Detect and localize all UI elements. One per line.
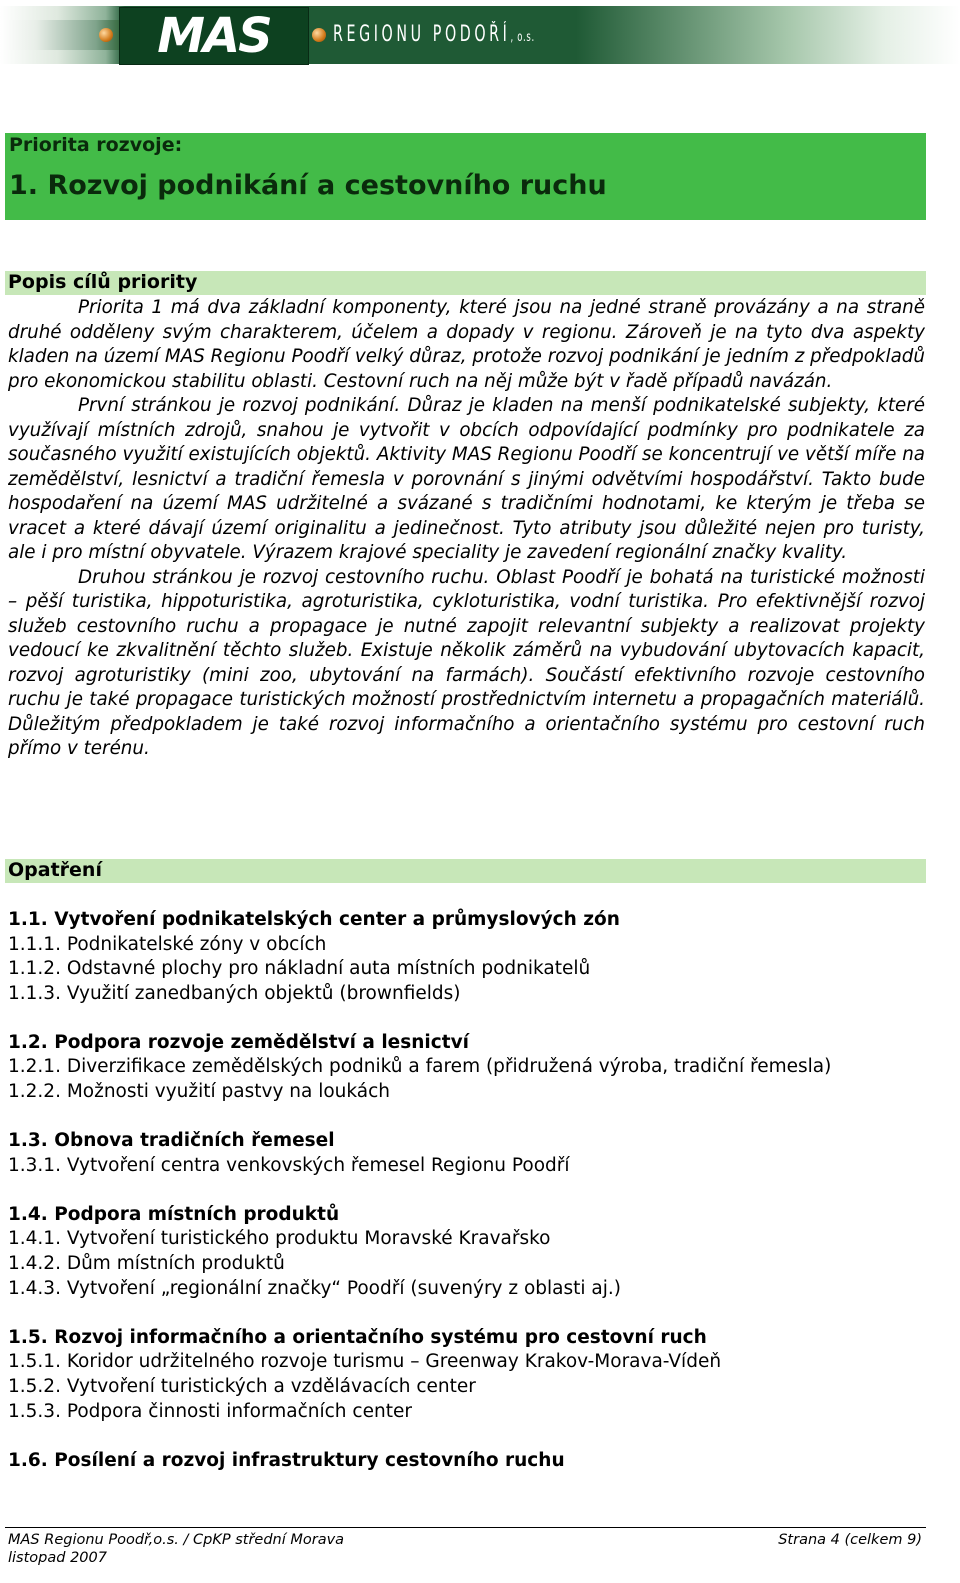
measure-item: 1.4.1. Vytvoření turistického produktu Moravské Kravařsko [8, 1228, 551, 1250]
goals-paragraph: První stránkou je rozvoj podnikání. Důraz je kladen na menší podnikatelské subjekty, které využívají místních zdrojů, snahou je vytvořit v obcích odpovídající podmínky pro podnikatele za současného využití existujících objektů. Aktivity MAS Regionu Poodří se koncentrují ve větší míře na zemědělství, lesnictví a tradiční řemesla v porovnání s jinými odvětvími hospodářství. Takto bude hospodaření na území MAS udržitelné a svázané s tradičními hodnotami, ke kterým je třeba se vracet a které dávají území originalitu a jedinečnost. Tyto atributy jsou důležité nejen pro turisty, ale i pro místní obyvatele. Výrazem krajové speciality je zavedení regionální značky kvality. [8, 395, 925, 563]
measures-heading-bar [5, 859, 926, 883]
measure-item: 1.5.1. Koridor udržitelného rozvoje turismu – Greenway Krakov-Morava-Vídeň [8, 1351, 722, 1373]
measure-item: 1.4.2. Dům místních produktů [8, 1253, 285, 1275]
footer-left [8, 1531, 344, 1567]
measure-title: 1.5. Rozvoj informačního a orientačního systému pro cestovní ruch [8, 1326, 707, 1348]
measure-title: 1.3. Obnova tradičních řemesel [8, 1130, 335, 1152]
mas-logo [119, 7, 309, 65]
measure-item: 1.2.2. Možnosti využití pastvy na loukách [8, 1081, 391, 1103]
measure-title: 1.6. Posílení a rozvoj infrastruktury cestovního ruchu [8, 1449, 565, 1471]
goals-paragraph: Druhou stránkou je rozvoj cestovního ruchu. Oblast Poodří je bohatá na turistické možnosti – pěší turistika, hippoturistika, agroturistika, cykloturistika, vodní turistika. Pro efektivnější rozvoj služeb cestovního ruchu a propagace je nutné zapojit relevantní subjekty a realizovat projekty vedoucí ke zkvalitnění těchto služeb. Existuje několik záměrů na vybudování ubytovacích kapacit, rozvoj agroturistiky (mini zoo, ubytování na farmách). Součástí efektivního rozvoje cestovního ruchu je také propagace turistických možností prostřednictvím internetu a propagačních materiálů. Důležitým předpokladem je také rozvoj informačního a orientačního systému pro cestovní ruch přímo v terénu. [8, 566, 925, 759]
page-number: Strana 4 (celkem 9) [778, 1532, 922, 1548]
goals-body [8, 296, 925, 762]
measure-item: 1.3.1. Vytvoření centra venkovských řemesel Regionu Poodří [8, 1154, 570, 1176]
priority-title: 1. Rozvoj podnikání a cestovního ruchu [9, 170, 607, 201]
org-name-main: REGIONU PODOŘÍ [333, 22, 511, 47]
measures-list [8, 908, 948, 1498]
measure-item: 1.4.3. Vytvoření „regionální značky“ Poodří (suvenýry z oblasti aj.) [8, 1277, 621, 1299]
header-banner [0, 0, 960, 72]
footer-divider [5, 1527, 926, 1528]
priority-box [5, 133, 926, 220]
measure-group [8, 1129, 948, 1178]
measure-group [8, 908, 948, 1006]
orange-dot-icon [312, 28, 326, 42]
measure-item: 1.2.1. Diverzifikace zemědělských podniků a farem (přidružená výroba, tradiční řemesla) [8, 1056, 832, 1078]
footer-org: MAS Regionu Poodř,o.s. / CpKP střední Morava [8, 1532, 345, 1548]
measure-group [8, 1326, 948, 1424]
priority-label: Priorita rozvoje: [9, 134, 183, 156]
measure-title: 1.4. Podpora místních produktů [8, 1203, 340, 1225]
measure-group [8, 1203, 948, 1301]
measure-title: 1.2. Podpora rozvoje zemědělství a lesnictví [8, 1031, 469, 1053]
measure-group [8, 1449, 948, 1474]
org-name [333, 22, 535, 47]
orange-dot-icon [99, 28, 113, 42]
measure-item: 1.1.3. Využití zanedbaných objektů (brownfields) [8, 982, 461, 1004]
org-name-suffix: , o.s. [510, 30, 535, 45]
measure-item: 1.5.2. Vytvoření turistických a vzdělávacích center [8, 1375, 476, 1397]
measure-item: 1.5.3. Podpora činnosti informačních center [8, 1400, 412, 1422]
measure-title: 1.1. Vytvoření podnikatelských center a průmyslových zón [8, 909, 620, 930]
measures-heading: Opatření [8, 859, 102, 881]
goals-heading: Popis cílů priority [8, 271, 198, 293]
logo-text: MAS [157, 8, 271, 64]
goals-heading-bar [5, 271, 926, 295]
measure-item: 1.1.1. Podnikatelské zóny v obcích [8, 933, 327, 955]
footer-date: listopad 2007 [8, 1550, 107, 1566]
measure-item: 1.1.2. Odstavné plochy pro nákladní auta místních podnikatelů [8, 958, 591, 980]
measure-group [8, 1031, 948, 1105]
goals-paragraph: Priorita 1 má dva základní komponenty, které jsou na jedné straně provázány a na straně druhé odděleny svým charakterem, účelem a dopady v regionu. Zároveň je na tyto dva aspekty kladen na území MAS Regionu Poodří velký důraz, protože rozvoj podnikání je jedním z předpokladů pro ekonomickou stabilitu oblasti. Cestovní ruch na něj může být v řadě případů navázán. [8, 297, 925, 392]
